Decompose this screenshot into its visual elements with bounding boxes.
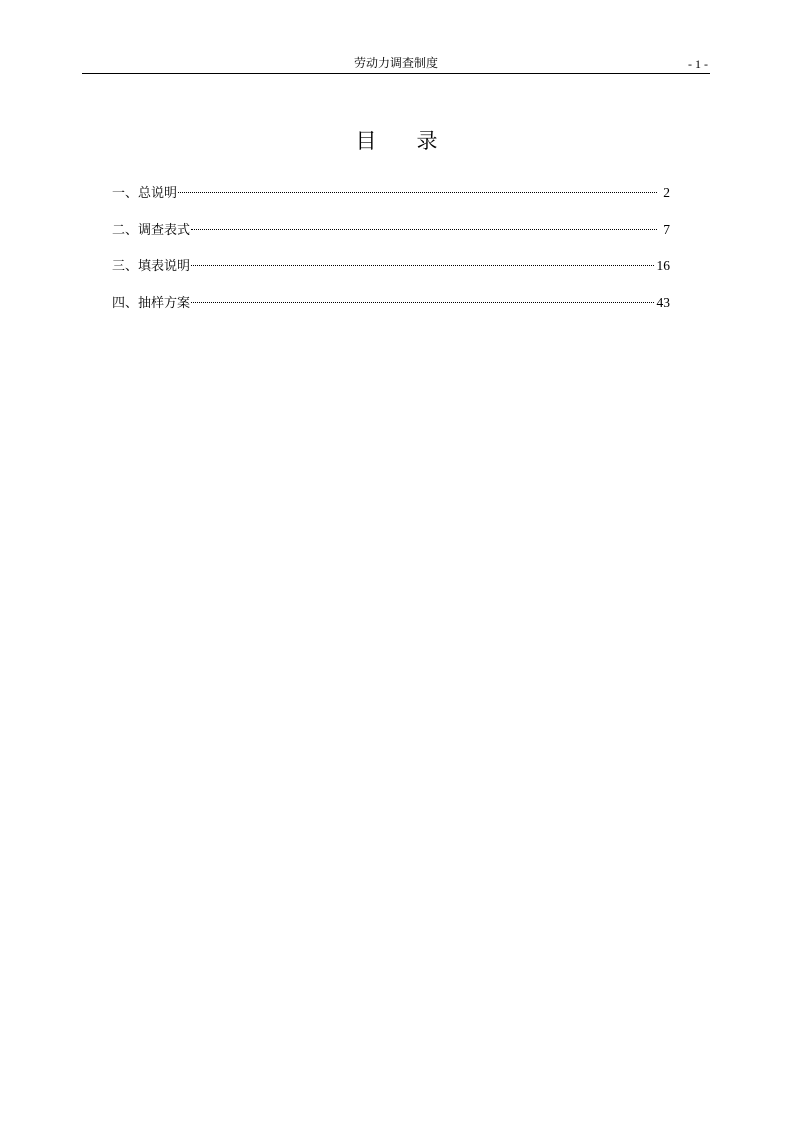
- toc-entry[interactable]: [112, 294, 670, 331]
- toc-entry[interactable]: [112, 184, 670, 221]
- header-page-number: - 1 -: [688, 57, 708, 71]
- toc-dot-leader: [178, 192, 657, 193]
- toc-dot-leader: [191, 229, 657, 230]
- toc-entry-label: 一、总说明: [112, 186, 178, 201]
- toc-entry-label: 二、调查表式: [112, 222, 191, 238]
- toc-entry-label: 三、填表说明: [112, 259, 191, 274]
- header-rule: [82, 73, 710, 74]
- toc-entry-page: 2: [663, 185, 670, 200]
- page-header: [82, 0, 710, 76]
- toc-entry-label: 四、抽样方案: [112, 295, 191, 311]
- toc-title: 目录: [355, 129, 478, 153]
- toc-entry-page: 16: [656, 258, 670, 273]
- toc-entry[interactable]: [112, 257, 670, 294]
- header-title: 劳动力调查制度: [353, 56, 438, 70]
- toc-dot-leader: [191, 302, 653, 303]
- toc-list: [112, 184, 670, 330]
- toc-entry-page: 7: [663, 221, 670, 237]
- toc-dot-leader: [191, 265, 653, 266]
- toc-entry[interactable]: [112, 221, 670, 258]
- toc-entry-page: 43: [656, 294, 670, 310]
